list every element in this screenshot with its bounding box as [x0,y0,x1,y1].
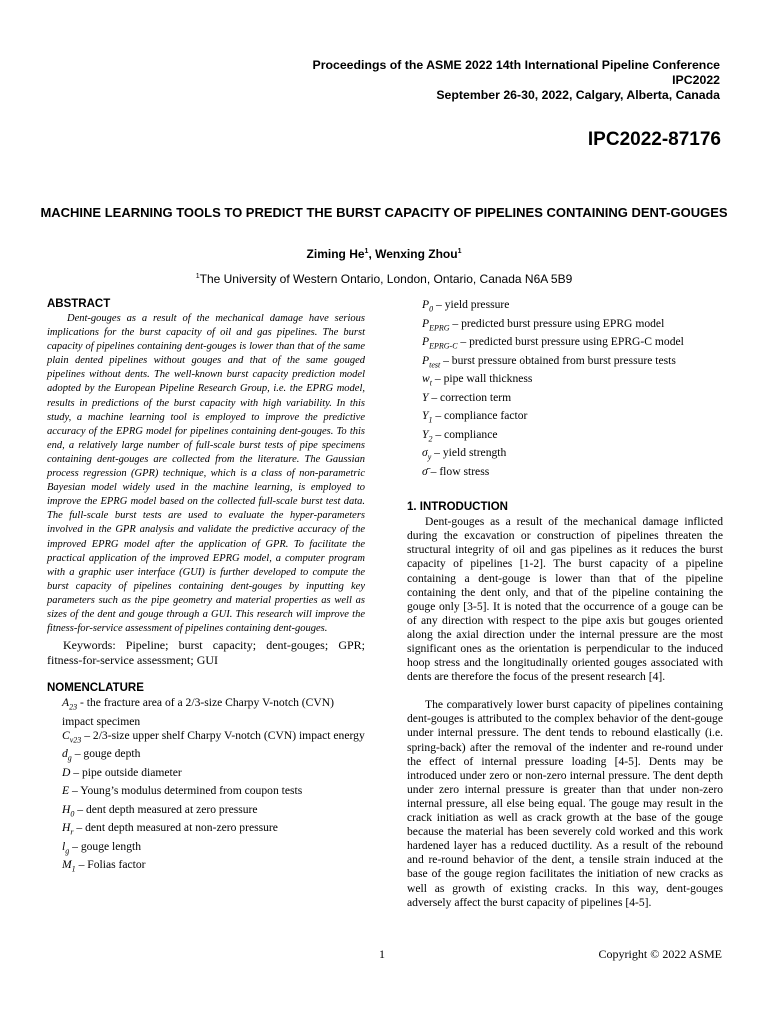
nomenclature-item [422,409,723,428]
copyright-notice: Copyright © 2022 ASME [598,947,722,961]
nomenclature-list [47,696,365,877]
nomenclature-symbol: P [422,316,430,330]
nomenclature-item [47,840,365,859]
nomenclature-item [47,784,365,803]
nomenclature-symbol: Y [422,409,429,423]
nomenclature-subscript: y [427,452,432,462]
introduction-heading: 1. INTRODUCTION [407,501,508,514]
affiliation [40,272,728,287]
conference-name: Proceedings of the ASME 2022 14th International Pipeline Conference [312,58,720,72]
author-name: Wenxing Zhou [375,247,458,261]
nomenclature-description: – pipe outside diameter [70,765,182,779]
nomenclature-symbol: σ̄ [422,464,428,478]
nomenclature-symbol: d [62,747,68,761]
nomenclature-list-continued [407,298,723,483]
nomenclature-description: – dent depth measured at non-zero pressure [73,821,278,835]
keywords: Keywords: Pipeline; burst capacity; dent-gouges; GPR; fitness-for-service assessment; GUI [47,638,365,668]
nomenclature-description: – flow stress [427,464,490,478]
nomenclature-heading: NOMENCLATURE [47,682,144,695]
affiliation-mark: 1 [364,248,369,255]
nomenclature-symbol: A [62,696,70,710]
nomenclature-description: – burst pressure obtained from burst pressure tests [440,353,676,367]
nomenclature-symbol: D [62,765,71,779]
nomenclature-description: – yield strength [431,446,507,460]
nomenclature-item [47,821,365,840]
nomenclature-subscript: g [67,753,72,763]
nomenclature-symbol: σ [422,446,428,460]
author-list [40,247,728,262]
nomenclature-description: – 2/3-size upper shelf Charpy V-notch (CVN) impact energy [81,728,365,742]
nomenclature-symbol: Y [422,427,429,441]
nomenclature-description: – predicted burst pressure using EPRG model [449,316,665,330]
author-name: Ziming He [306,247,365,261]
conference-code: IPC2022 [672,73,720,87]
nomenclature-description: – gouge length [69,839,142,853]
nomenclature-item [422,391,723,410]
nomenclature-description: – yield pressure [433,298,510,311]
nomenclature-item [422,446,723,465]
left-column [47,297,365,877]
nomenclature-description: – compliance factor [432,409,528,423]
nomenclature-symbol: Y [422,390,429,404]
nomenclature-subscript: v23 [69,735,82,745]
nomenclature-symbol: P [422,353,430,367]
nomenclature-subscript: EPRG [429,322,450,332]
right-column [407,298,723,910]
nomenclature-symbol: w [422,372,430,386]
nomenclature-description: – pipe wall thickness [431,372,533,386]
nomenclature-symbol: E [62,784,70,798]
nomenclature-item [422,465,723,484]
nomenclature-item [47,803,365,822]
paper-title: MACHINE LEARNING TOOLS TO PREDICT THE BURST CAPACITY OF PIPELINES CONTAINING DENT-GOUGES [40,205,728,220]
page-number: 1 [379,947,385,961]
nomenclature-item [422,372,723,391]
nomenclature-description: – correction term [428,390,512,404]
conference-dates: September 26-30, 2022, Calgary, Alberta, Canada [436,88,720,102]
nomenclature-subscript: t [429,378,432,388]
abstract-heading: ABSTRACT [47,298,111,310]
nomenclature-subscript: 2 [428,433,433,443]
nomenclature-symbol: P [422,335,430,349]
nomenclature-subscript: 0 [70,809,75,819]
nomenclature-subscript: 0 [429,304,434,314]
nomenclature-description: – compliance [432,427,498,441]
nomenclature-item [422,317,723,336]
nomenclature-subscript: 1 [71,864,76,874]
nomenclature-description: - the fracture area of a 2/3-size Charpy V-notch (CVN) impact specimen [62,696,334,728]
affiliation-mark: 1 [457,248,462,255]
nomenclature-symbol: l [62,839,66,853]
nomenclature-symbol: P [422,298,430,311]
nomenclature-subscript: 23 [69,702,78,712]
nomenclature-item [422,354,723,373]
nomenclature-subscript: test [429,359,441,369]
nomenclature-symbol: H [62,802,71,816]
nomenclature-description: – predicted burst pressure using EPRG-C model [457,335,684,349]
nomenclature-item [47,696,365,729]
affiliation-text: The University of Western Ontario, London, Ontario, Canada N6A 5B9 [199,272,573,286]
nomenclature-description: – Young’s modulus determined from coupon tests [69,784,303,798]
author-separator: , [368,247,376,261]
nomenclature-item [47,747,365,766]
nomenclature-subscript: EPRG-C [429,341,458,351]
affiliation-mark: 1 [195,273,200,280]
nomenclature-item [47,858,365,877]
nomenclature-item [422,298,723,317]
nomenclature-description: – dent depth measured at zero pressure [74,802,258,816]
nomenclature-subscript: r [70,827,74,837]
paper-id: IPC2022-87176 [587,129,721,150]
nomenclature-symbol: H [62,821,71,835]
nomenclature-subscript: 1 [428,415,433,425]
nomenclature-item [422,428,723,447]
conference-header [160,58,720,103]
nomenclature-symbol: M [62,858,72,872]
introduction-paragraph: The comparatively lower burst capacity of pipelines containing dent-gouges is attributed to the complex behavior of the dent-gouge under internal pressure. The dent tends to rebound elastically (i.e. spring-back) after the removal of the indenter and re-round under the effect of internal pressure loading [4-5]. Dents may be introduced under zero or non-zero internal pressure. The dent depth under zero internal pressure is greater than that under non-zero internal pressure, all else being equal. The gouge may result in the crack initiation as well as crack growth at the base of the gouge because the material has been severely cold worked and this work hardened layer has a reduced ductility. As a result of the rebound and re-round behavior of the dent, a tensile strain induced at the base of the gouge region facilitates the initiation of new cracks as well as growth of existing cracks. In this way, dent-gouges adversely affect the burst capacity of pipelines [4-5]. [407,698,723,909]
nomenclature-item [422,335,723,354]
introduction-paragraph: Dent-gouges as a result of the mechanical damage inflicted during the excavation or construction of pipelines threaten the structural integrity of oil and gas pipelines as it reduces the burst capacity of pipelines [1-2]. The burst capacity of a pipeline containing a dent-gouge is lower than that of the pipeline containing the dent only, and that of the pipeline containing the gouge only [3-5]. It is noted that the occurrence of a gouge can be of any direction with respect to the pipe axis but gouges oriented along the axial direction under the internal pressure are the most significant ones as the orientation is perpendicular to the induced hoop stress and the longitudinally oriented gouges associated with dents are therefore the focus of the present research [4]. [407,515,723,684]
nomenclature-description: – gouge depth [71,747,141,761]
nomenclature-description: – Folias factor [75,858,146,872]
nomenclature-symbol: C [62,728,70,742]
abstract-body: Dent-gouges as a result of the mechanical damage have serious implications for the burst capacity of oil and gas pipelines. The burst capacity of pipelines containing dent-gouges is lower than that of the same plain dented pipelines without gouges and that of the same gouged pipelines without dents. The well-known burst capacity prediction model adopted by the European Pipeline Research Group, i.e. the EPRG model, results in predictions of the burst capacity with high variability. In this study, a machine learning tool is employed to improve the predictive accuracy of the EPRG model for pipelines containing dent-gouges. To this end, a relatively large number of full-scale burst tests of pipe specimens containing dent-gouges are collected from the literature. The Gaussian process regression (GPR) technique, which is a class of non-parametric Bayesian model widely used in the machine learning, is employed to improve the EPRG model based on the collected full-scale burst test data. The full-scale burst tests are used to evaluate the hyper-parameters involved in the GPR analysis and validate the predictive accuracy of the improved EPRG model after the application of GPR. To facilitate the practical application of the improved EPRG model, a computer program with a graphic user interface (GUI) is further developed to compute the burst capacity of pipelines containing dent-gouges by inputting key parameters such as the pipe geometry and material properties as well as sizes of the dent and gouge through a GUI. This research will improve the fitness-for-service assessment of pipelines containing dent-gouges. [47,313,365,635]
nomenclature-item [47,729,365,748]
nomenclature-subscript: g [65,846,70,856]
nomenclature-item [47,766,365,785]
